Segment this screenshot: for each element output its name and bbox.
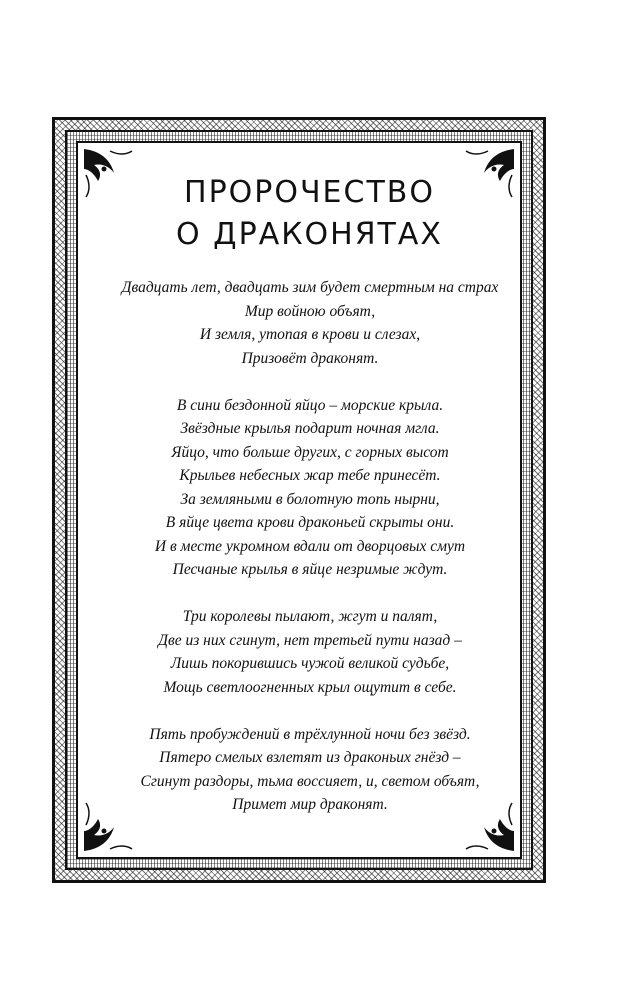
stanza-4 xyxy=(80,723,540,817)
stanza-1 xyxy=(80,276,540,370)
verse-line: Двадцать лет, двадцать зим будет смертным на страх xyxy=(121,279,499,296)
verse-line: За земляными в болотную топь нырни, xyxy=(180,490,440,508)
verse-line: Сгинут раздоры, тьма воссияет, и, светом объят, xyxy=(140,772,480,790)
verse-line: И в месте укромном вдали от дворцовых смут xyxy=(154,537,466,555)
verse-line: Звёздные крылья подарит ночная мгла. xyxy=(180,420,440,437)
stanza-2 xyxy=(80,394,540,582)
verse-line: Две из них сгинут, нет третьей пути назад – xyxy=(158,631,462,649)
verse-line: Лишь покорившись чужой великой судьбе, xyxy=(170,655,450,672)
verse-line: Крыльев небесных жар тебе принесёт. xyxy=(179,467,441,484)
verse-line: Песчаные крылья в яйце незримые ждут. xyxy=(172,561,448,578)
title-line-2: О ДРАКОНЯТАХ xyxy=(176,217,443,252)
verse-line: Три королевы пылают, жгут и палят, xyxy=(182,608,438,625)
stanza-3 xyxy=(80,605,540,699)
verse-line: Примет мир драконят. xyxy=(232,796,388,813)
verse-line: Мощь светлоогненных крыл ощутит в себе. xyxy=(163,678,457,696)
verse-line: Призовёт драконят. xyxy=(241,349,379,367)
poem-text xyxy=(80,276,540,840)
verse-line: И земля, утопая в крови и слезах, xyxy=(199,326,421,343)
verse-line: В яйце цвета крови драконьей скрыты они. xyxy=(165,514,455,531)
page-title xyxy=(0,172,619,256)
verse-line: Пятеро смелых взлетят из драконьих гнёзд – xyxy=(159,749,461,766)
verse-line: Пять пробуждений в трёхлунной ночи без звёзд. xyxy=(149,725,471,743)
verse-line: Мир войною объят, xyxy=(244,302,376,320)
title-line-1: ПРОРОЧЕСТВО xyxy=(184,175,435,210)
verse-line: В сини бездонной яйцо – морские крыла. xyxy=(176,396,444,414)
verse-line: Яйцо, что больше других, с горных высот xyxy=(171,443,449,461)
